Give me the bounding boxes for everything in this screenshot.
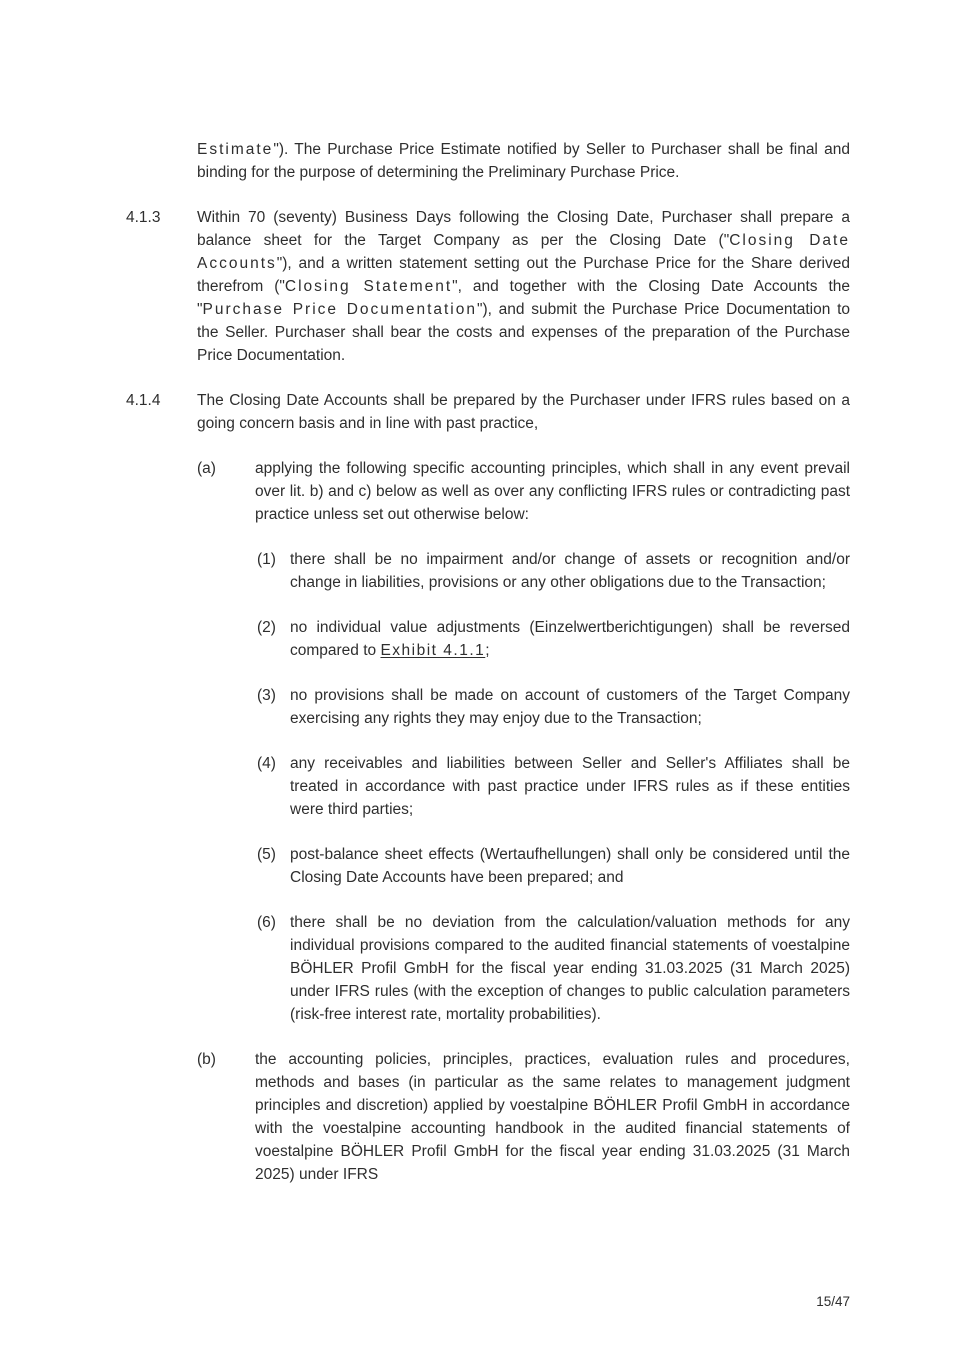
subitem-5 xyxy=(0,843,965,889)
text-run: "), and submit the Purchase Price Documentation to the Seller. Purchaser shall bear the costs and expenses of the preparation of the Purchase Price Documentation. xyxy=(197,301,850,364)
defined-term: Estimate xyxy=(197,141,274,158)
exhibit-reference-link[interactable]: Exhibit 4.1.1 xyxy=(380,642,486,659)
paragraph-text xyxy=(290,752,850,821)
list-marker: (2) xyxy=(257,619,276,636)
list-marker: (a) xyxy=(197,460,216,477)
document-content xyxy=(0,138,965,1208)
subitem-6 xyxy=(0,911,965,1026)
section-number: 4.1.4 xyxy=(126,392,161,409)
subitem-4 xyxy=(0,752,965,821)
section-number: 4.1.3 xyxy=(126,209,161,226)
text-run: "). The Purchase Price Estimate notified by Seller to Purchaser shall be final and binding for the purpose of determining the Preliminary Purchase Price. xyxy=(197,141,850,181)
text-run: the accounting policies, principles, practices, evaluation rules and procedures, methods and bases (in particular as the same relates to management judgment principles and discretion) applied by voestalpine BÖHLER Profil GmbH in accordance with the voestalpine accounting handbook in the audited financial statements of voestalpine BÖHLER Profil GmbH for the fiscal year ending 31.03.2025 (31 March 2025) under IFRS xyxy=(255,1051,850,1183)
paragraph-text xyxy=(290,616,850,662)
page-number: 15/47 xyxy=(816,1294,850,1309)
paragraph-text xyxy=(197,138,850,184)
paragraph-text xyxy=(290,911,850,1026)
paragraph-text xyxy=(255,1048,850,1186)
section-number xyxy=(126,138,197,184)
text-run: Within 70 (seventy) Business Days following the Closing Date, Purchaser shall prepare a balance sheet for the Target Company as per the Closing Date (" xyxy=(197,209,850,249)
text-run: post-balance sheet effects (Wertaufhellungen) shall only be considered until the Closing Date Accounts have been prepared; and xyxy=(290,846,850,886)
text-run: no individual value adjustments (Einzelwertberichtigungen) shall be reversed compared to xyxy=(290,619,850,659)
text-run: "), and a written statement setting out the Purchase Price for the Share derived therefrom (" xyxy=(197,255,850,295)
paragraph-text xyxy=(197,389,850,435)
subitem-2 xyxy=(0,616,965,662)
continued-paragraph xyxy=(0,138,965,184)
defined-term: Purchase Price Documentation xyxy=(202,301,477,318)
item-a xyxy=(0,457,965,526)
paragraph-text xyxy=(255,457,850,526)
list-marker: (1) xyxy=(257,551,276,568)
section-4-1-3 xyxy=(0,206,965,367)
text-run: there shall be no deviation from the calculation/valuation methods for any individual provisions compared to the audited financial statements of voestalpine BÖHLER Profil GmbH for the fiscal year ending 31.03.2025 (31 March 2025) under IFRS rules (with the exception of changes to public calculation parameters (risk-free interest rate, mortality probabilities). xyxy=(290,914,850,1023)
paragraph-text xyxy=(197,206,850,367)
section-4-1-4 xyxy=(0,389,965,435)
text-run: any receivables and liabilities between Seller and Seller's Affiliates shall be treated in accordance with past practice under IFRS rules as if these entities were third parties; xyxy=(290,755,850,818)
list-marker: (4) xyxy=(257,755,276,772)
text-run: applying the following specific accounting principles, which shall in any event prevail over lit. b) and c) below as well as over any conflicting IFRS rules or contradicting past practice unless set out otherwise below: xyxy=(255,460,850,523)
text-run: The Closing Date Accounts shall be prepared by the Purchaser under IFRS rules based on a going concern basis and in line with past practice, xyxy=(197,392,850,432)
paragraph-text xyxy=(290,684,850,730)
text-run: ; xyxy=(485,642,490,659)
defined-term: Closing Statement xyxy=(284,278,453,295)
subitem-3 xyxy=(0,684,965,730)
item-b xyxy=(0,1048,965,1186)
text-run: there shall be no impairment and/or change of assets or recognition and/or change in liabilities, provisions or any other obligations due to the Transaction; xyxy=(290,551,850,591)
list-marker: (3) xyxy=(257,687,276,704)
paragraph-text xyxy=(290,548,850,594)
text-run: ", and together with the Closing Date Accounts the " xyxy=(197,278,850,318)
text-run: no provisions shall be made on account of customers of the Target Company exercising any rights they may enjoy due to the Transaction; xyxy=(290,687,850,727)
list-marker: (6) xyxy=(257,914,276,931)
paragraph-text xyxy=(290,843,850,889)
list-marker: (b) xyxy=(197,1051,216,1068)
subitem-1 xyxy=(0,548,965,594)
defined-term: Closing Date Accounts xyxy=(197,232,850,272)
list-marker: (5) xyxy=(257,846,276,863)
